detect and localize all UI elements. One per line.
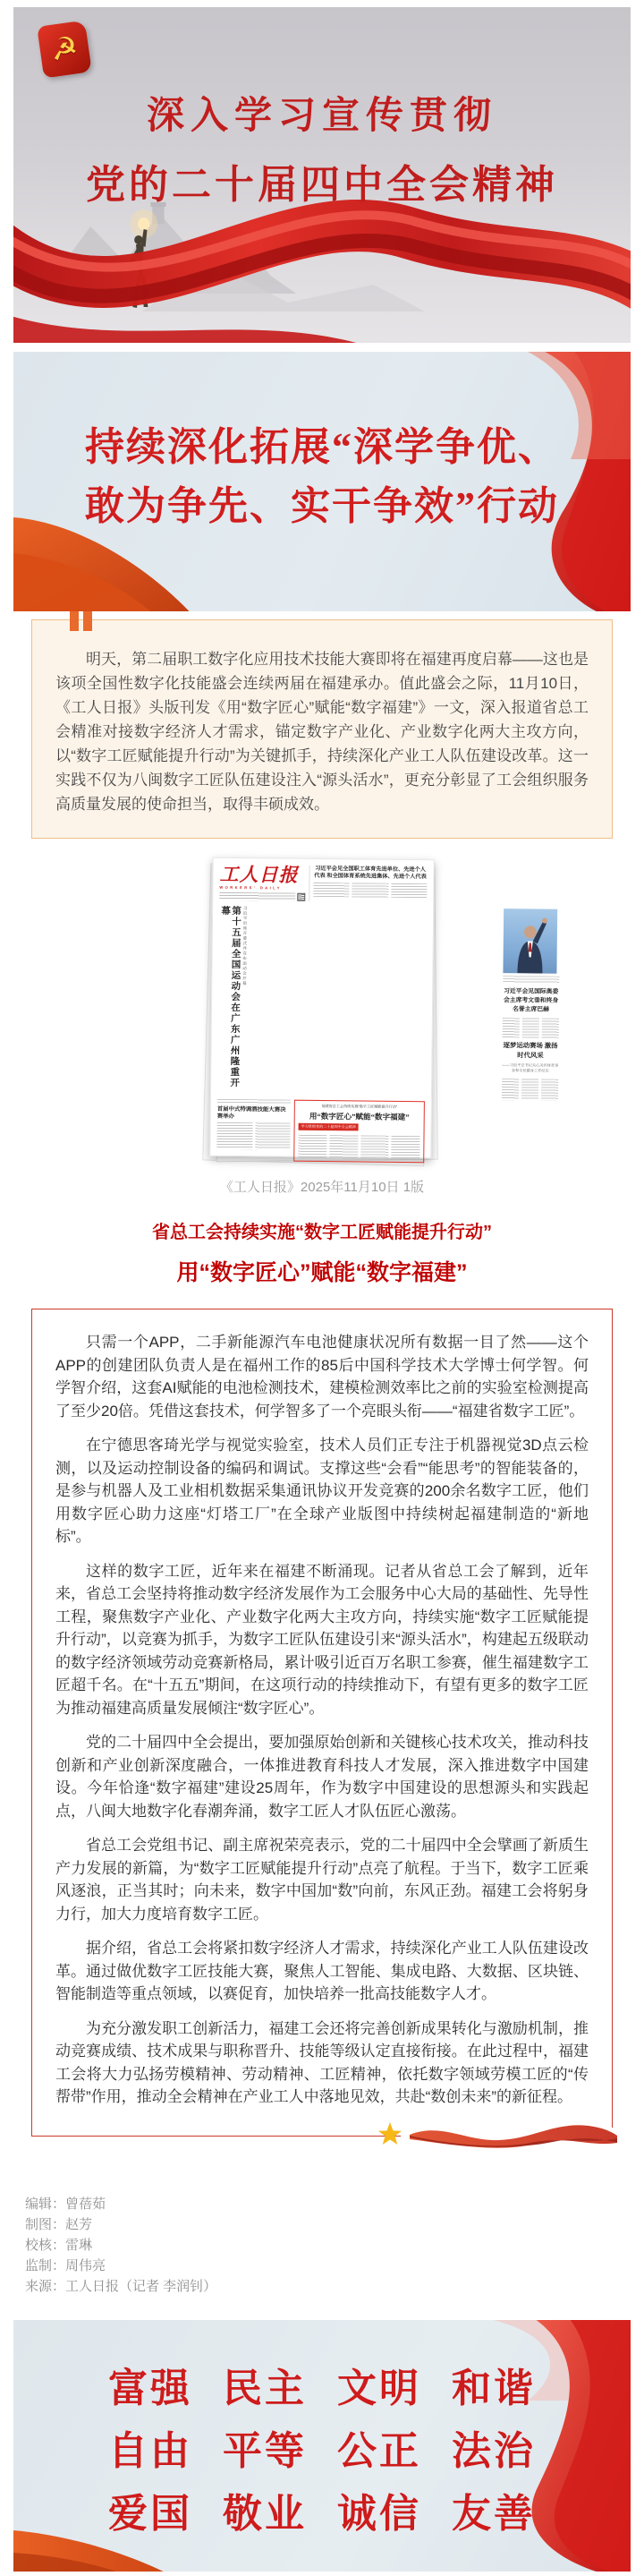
article-headline xyxy=(0,1217,644,1287)
article-paragraph: 这样的数字工匠，近年来在福建不断涌现。记者从省总工会了解到，近年来，省总工会坚持将推动数字经济发展作为工会服务中心大局的基础性、先导性工程，聚焦数字产业化、产业数字化两大主攻方向，持续实施“数字工匠赋能提升行动”，以竞赛为抓手，为数字工匠队伍建设引来“源头活水”，构建起五级联动的数字经济领域劳动竞赛新格局，累计吸引近百万名职工参赛，催生福建数字工匠超千名。在“十五五”期间，在这项行动的持续推动下，有望有更多的数字工匠为推动福建高质量发展倾注“数字匠心”。 xyxy=(55,1562,589,1717)
article-body-box xyxy=(31,1309,613,2137)
newspaper-header xyxy=(219,865,427,902)
article-paragraph: 省总工会党组书记、副主席祝荣亮表示，党的二十届四中全会擘画了新质生产力发展的新篇，为“数字工匠赋能提升行动”点亮了航程。于当下，数字工匠乘风逐浪，正当其时；向未来，数字中国加“数”向前，东风正劲。福建工会将躬身力行，加大力度培育数字工匠。 xyxy=(55,1837,589,1923)
newspaper-front-page xyxy=(209,857,559,1159)
core-values-banner xyxy=(13,2320,631,2572)
campaign-text xyxy=(13,352,631,536)
highlighted-article-box xyxy=(293,1100,425,1164)
top-story-headline: 习近平会见全国职工体育先进单位、先进个人代表 和全国体育系统先进集体、先进个人代表 xyxy=(314,865,427,881)
article-title: 用“数字匠心”赋能“数字福建” xyxy=(176,1260,468,1285)
campaign-line2: 敢为争先、实干争效”行动 xyxy=(85,484,559,528)
feature-headline: 逐梦运动赛场 激扬时代风采 xyxy=(503,1041,558,1060)
newspaper-bottom xyxy=(216,1099,425,1163)
newspaper-dateline xyxy=(219,892,305,901)
credit-source: 来源：工人日报（记者 李润钊） xyxy=(25,2278,217,2294)
newspaper-rule xyxy=(219,903,427,905)
star-ribbon-decoration xyxy=(374,2115,617,2156)
campaign-banner xyxy=(13,352,631,611)
newspaper-photos xyxy=(503,908,560,974)
newspaper-main xyxy=(217,905,559,1099)
lead-quote-text: 明天，第二届职工数字化应用技术技能大赛即将在福建再度启幕——这也是该项全国性数字化技能盛会连续两届在福建承办。值此盛会之际，11月10日，《工人日报》头版刊发《用“数字匠心”赋能“数字福建”》一文，深入报道省总工会精准对接数字经济人才需求，锚定数字产业化、产业数字化两大主攻方向，以“数字工匠赋能提升行动”为关键抓手，持续深化产业工人队伍建设改革。这一实践不仅为八闽数字工匠队伍建设注入“源头活水”，更充分彰显了工会组织服务高质量发展的使命担当，取得丰硕成效。 xyxy=(55,651,589,813)
boxed-kicker: 福建省总工会持续实施“数字工匠赋能提升行动” xyxy=(321,1104,398,1109)
values-text xyxy=(13,2320,631,2546)
hero-titles xyxy=(13,7,631,209)
dateline-placeholder xyxy=(219,892,295,901)
feature-columns xyxy=(502,1079,558,1101)
credits-block xyxy=(25,2194,644,2297)
vertical-subhead: 习近平出席开幕式并宣布运动会开幕 xyxy=(242,906,249,986)
qr-code-icon xyxy=(297,893,305,901)
article-paragraph: 在宁德思客琦光学与视觉实验室，技术人员们正专注于机器视觉3D点云检测，以及运动控制设备的编码和调试。支撑这些“会看”“能思考”的智能装备的，是参与机器人及工业相机数据采集通讯协议开发竞赛的200余名数字工匠，他们用数字匠心助力这座“灯塔工厂”在全球产业版图中持续树起福建制造的“新地标”。 xyxy=(55,1437,589,1545)
group-photo xyxy=(559,909,560,974)
credit-graphics: 制图：赵芳 xyxy=(25,2216,93,2232)
boxed-headline: 用“数字匠心”赋能“数字福建” xyxy=(309,1111,410,1122)
leader-photo xyxy=(503,908,557,974)
feature-subhead: ——习近平总书记关心关怀体育事业和全民健身工作纪实 xyxy=(502,1062,559,1073)
article-paragraph: 据介绍，省总工会将紧扣数字经济人才需求，持续深化产业工人队伍建设改革。通过做优数字工匠技能大赛，聚焦人工智能、集成电路、大数据、区块链、智能制造等重点领域，以赛促育，加快培养一批高技能数字人才。 xyxy=(55,1940,589,2002)
credit-editor: 编辑：曾蓓茹 xyxy=(25,2196,106,2212)
hero-title-line2: 党的二十届四中全会精神 xyxy=(86,163,558,207)
hammer-sickle-glyph: ☭ xyxy=(48,30,80,68)
photo-captions-placeholder xyxy=(503,976,559,984)
hero-title-line1: 深入学习宣传贯彻 xyxy=(146,96,497,137)
newspaper-masthead xyxy=(219,865,305,901)
article-paragraph: 只需一个APP，二手新能源汽车电池健康状况所有数据一目了然——这个APP的创建团队负责人是在福州工作的85后中国科学技术大学博士何学智。何学智介绍，这套AI赋能的电池检测技术，建模检测效率比之前的实验室检测提高了至少20倍。凭借这套技术，何学智多了一个亮眼头衔——“福建省数字工匠”。 xyxy=(55,1334,589,1420)
newspaper-title-en: WORKERS' DAILY xyxy=(219,884,283,891)
newspaper-content xyxy=(502,908,560,1101)
article-paragraph: 为充分激发职工创新活力，福建工会还将完善创新成果转化与激励机制，推动竞赛成绩、技术成果与职称晋升、技能等级认定直接衔接。在此过程中，福建工会将大力弘扬劳模精神、劳动精神、工匠精神，依托数字领域劳模工匠的“传帮带”作用，推动全会精神在产业工人中落地见效，共赴“数创未来”的新征程。 xyxy=(55,2019,589,2105)
mid-headline: 习近平会见国际奥委会主席考文垂和终身名誉主席巴赫 xyxy=(503,988,559,1013)
mid-story-columns xyxy=(503,1018,559,1038)
newspaper-caption: 《工人日报》2025年11月10日 1版 xyxy=(219,1180,425,1195)
bottom-left-headline: 首届中式特调酒技能大赛决赛举办 xyxy=(216,1105,286,1120)
article-kicker: 省总工会持续实施“数字工匠赋能提升行动” xyxy=(152,1223,492,1242)
top-story-columns xyxy=(313,883,427,898)
boxed-theme-tag: 学习贯彻党的二十届四中全会精神 xyxy=(299,1123,359,1131)
hero-banner xyxy=(13,7,631,343)
vertical-headline: 第十五届全国运动会在广东广州隆重开幕 xyxy=(220,905,242,1089)
lead-quote-box xyxy=(31,619,613,839)
newspaper-title: 工人日报 xyxy=(219,863,299,886)
credit-proofreader: 校核：雷琳 xyxy=(25,2237,93,2253)
values-line1: 富强 民主 文明 和谐 xyxy=(108,2366,536,2410)
article-paragraph: 党的二十届四中全会提出，要加强原始创新和关键核心技术攻关，推动科技创新和产业创新深度融合，一体推进教育科技人才发展，深入推进数字中国建设。今年恰逢“数字福建”建设25周年，作为数字中国建设的思想源头和实践起点，八闽大地数字化春潮奔涌，数字工匠人才队伍匠心激荡。 xyxy=(55,1734,589,1820)
values-line2: 自由 平等 公正 法治 xyxy=(108,2428,536,2473)
values-line3: 爱国 敬业 诚信 友善 xyxy=(108,2491,536,2536)
vertical-headline-rail xyxy=(217,906,500,1100)
newspaper-top-story xyxy=(309,866,427,902)
bottom-left-story xyxy=(216,1099,291,1162)
newspaper-figure xyxy=(0,853,644,1168)
credit-supervisor: 监制：周伟亮 xyxy=(25,2257,106,2273)
campaign-line1: 持续深化拓展“深学争优、 xyxy=(85,425,559,469)
